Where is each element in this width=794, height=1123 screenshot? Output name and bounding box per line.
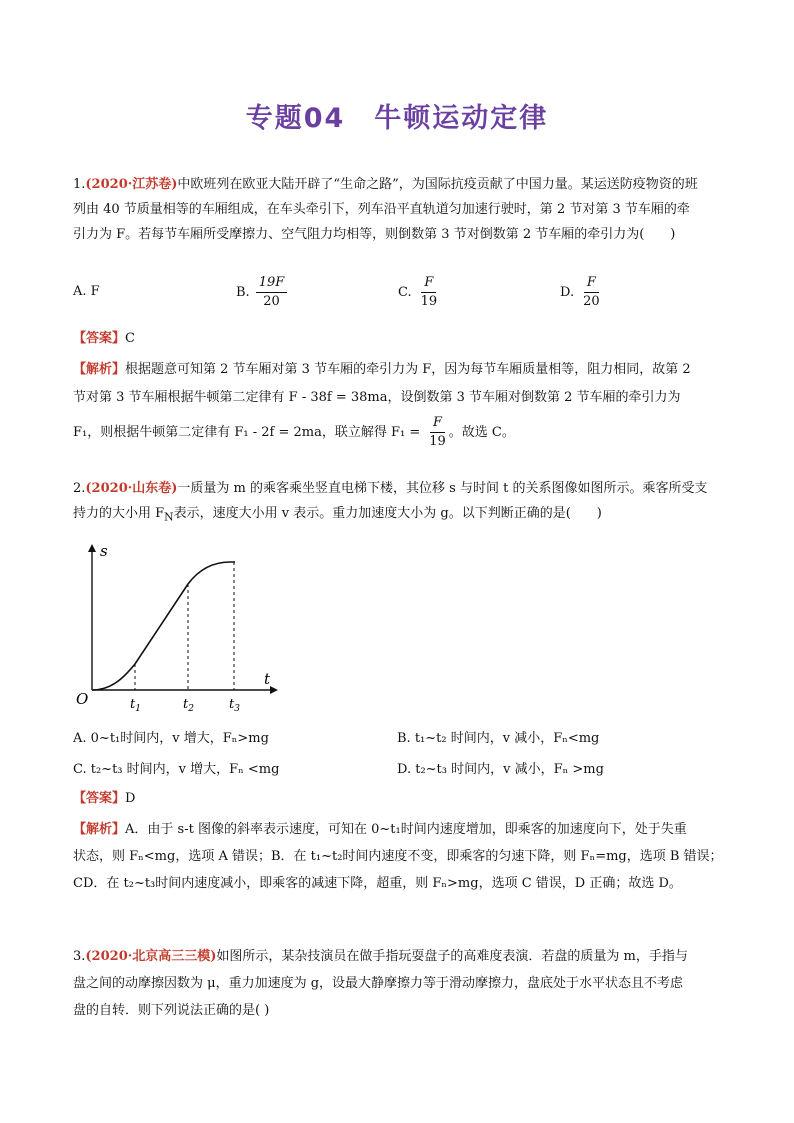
y-axis-label: s (100, 542, 108, 560)
x-axis-arrow (270, 686, 278, 694)
x-axis-label: t (264, 670, 271, 688)
question-source: (2020·江苏卷) (85, 177, 178, 192)
s-t-curve (92, 562, 235, 690)
t3-label: $t_3$ (229, 697, 240, 714)
t2-label: $t_2$ (183, 697, 194, 714)
question-3-stem: 3.(2020·北京高三三模)如图所示，某杂技演员在做手指玩耍盘子的高难度表演．若盘的质量为 m，手指与 盘之间的动摩擦因数为 μ，重力加速度为 g，设最大静摩擦力等于滑动摩擦力，盘底处于水平状态且不考虑 盘的自转．则下列说法正确的是( ) (73, 949, 688, 1018)
stem-line: 中欧班列在欧亚大陆开辟了“生命之路”，为国际抗疫贡献了中国力量。某运送防疫物资的班 (177, 177, 698, 192)
question-1-answer: 【答案】C (73, 331, 135, 346)
t1-label: $t_1$ (130, 697, 141, 714)
fraction: $\frac{F}{19}$ (420, 275, 438, 309)
question-2-answer: 【答案】D (73, 791, 136, 806)
question-1-stem (73, 172, 723, 247)
y-axis-arrow (88, 544, 96, 552)
option-d: D. t₂~t₃ 时间内，v 减小，Fₙ >mg (397, 762, 604, 777)
question-number: 1. (73, 177, 86, 192)
fraction: $\frac{F}{20}$ (583, 275, 600, 309)
question-1-analysis: 【解析】根据题意可知第 2 节车厢对第 3 节车厢的牵引力为 F，因为每节车厢质量相等，阻力相同，故第 2 节对第 3 节车厢根据牛顿第二定律有 F - 38f = 38ma，设倒数第 3 节车厢对倒数第 2 节车厢的牵引力为 F₁，则根据牛顿第二定律有 F₁ - 2f = 2ma，联立解得 F₁ = $\frac{F}{19}$ 。故选 C。 (73, 362, 691, 449)
option-c: C. t₂~t₃ 时间内，v 增大，Fₙ <mg (73, 762, 280, 777)
stem-line: 引力为 F。若每节车厢所受摩擦力、空气阻力均相等，则倒数第 3 节对倒数第 2 节车厢的牵引力为( ) (73, 227, 676, 242)
question-1-options (73, 274, 723, 314)
s-t-graph (70, 540, 280, 720)
option-b: B. $\frac{19F}{20}$ (236, 274, 287, 311)
option-d: D. $\frac{F}{20}$ (560, 274, 603, 311)
option-a: A. F (73, 284, 100, 299)
question-2-stem: 2.(2020·山东卷)一质量为 m 的乘客乘坐竖直电梯下楼，其位移 s 与时间 t 的关系图像如图所示。乘客所受支 持力的大小用 $F_N$表示，速度大小用 v 表示。重力加速度大小为 g。以下判断正确的是( ) (73, 481, 708, 524)
fraction: $\frac{F}{19}$ (429, 415, 446, 449)
option-c: C. $\frac{F}{19}$ (398, 274, 440, 311)
option-a: A. 0~t₁时间内，v 增大，Fₙ>mg (73, 731, 269, 746)
page-title: 专题04 牛顿运动定律 (245, 103, 549, 134)
question-2-analysis: 【解析】A．由于 s-t 图像的斜率表示速度，可知在 0~t₁时间内速度增加，即乘客的加速度向下，处于失重 状态，则 Fₙ<mg，选项 A 错误；B．在 t₁~t₂时间内速度不变，即乘客的匀速下降，则 Fₙ=mg，选项 B 错误； CD．在 t₂~t₃时间内速度减小，即乘客的减速下降，超重，则 Fₙ>mg，选项 C 错误，D 正确；故选 D。 (73, 822, 723, 891)
option-b: B. t₁~t₂ 时间内，v 减小，Fₙ<mg (397, 731, 600, 746)
stem-line: 列由 40 节质量相等的车厢组成，在车头牵引下，列车沿平直轨道匀加速行驶时，第 2 节对第 3 节车厢的牵 (73, 202, 690, 217)
fraction: $\frac{19F}{20}$ (256, 274, 288, 311)
origin-label: O (76, 690, 89, 708)
